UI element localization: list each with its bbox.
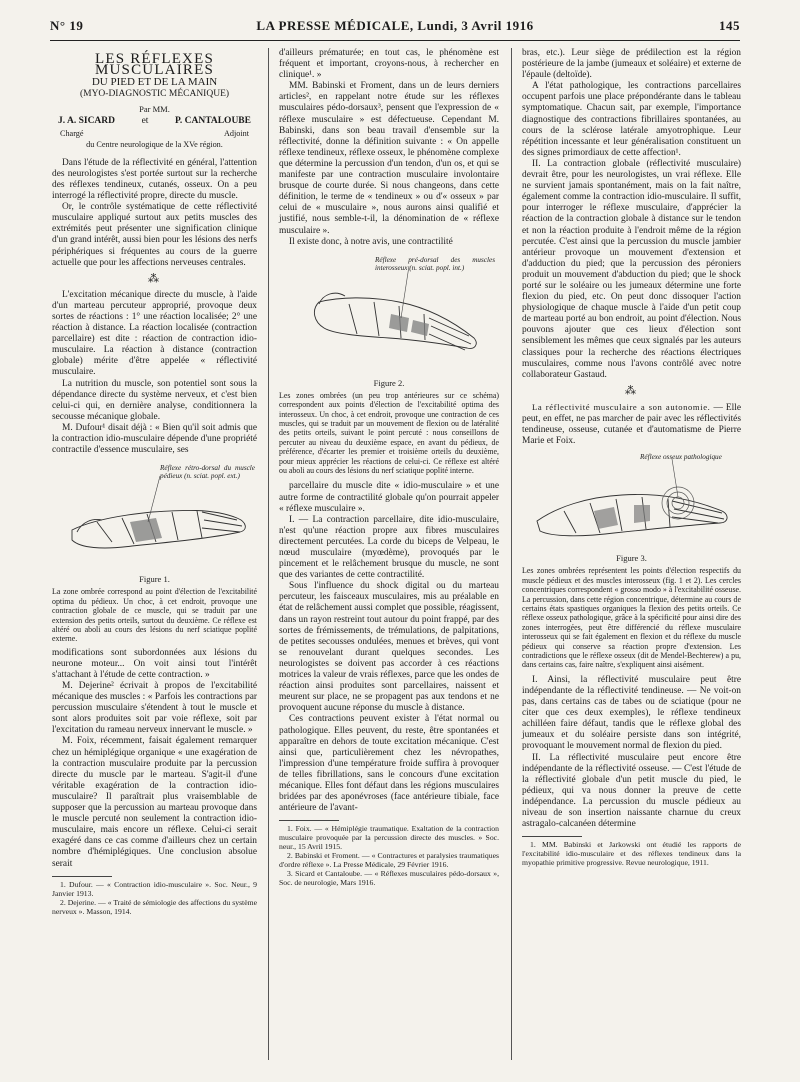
footnote: 1. MM. Babinski et Jarkowski ont étudié les rapports de l'excitabilité idio-musculaire et des réflexes tendineux dans la myopathie primitive progressive. Revue neurologique, 1911.: [522, 840, 741, 868]
figure-3-title: Figure 3.: [616, 553, 647, 564]
paragraph: bras, etc.). Leur siège de prédilection est la région postérieure de la jambe (jumeaux et soléaire) et externe de l'épaule (deltoïde).: [522, 48, 741, 81]
article-title: LES RÉFLEXES MUSCULAIRES: [94, 51, 215, 79]
paragraph: modifications sont subordonnées aux lésions du neurone moteur... On voit ainsi tout l'intérêt s'attachant à l'étude de cette contraction. »: [52, 647, 257, 680]
figure-3-label: Réflexe osseux pathologique: [640, 453, 722, 462]
paragraph: M. Foix, récemment, faisait également remarquer chez un hémiplégique organique « une exagération de la contraction musculaire produite par la percussion directe du muscle par le marteau. S'agit-il d'une véritable exagération de la contraction idio-musculaire? Il paraîtrait plus vraisemblable de supposer que la percussion au marteau provoque dans le muscle percuté non seulement la contraction idio-musculaire, mais encore un réflexe. Celui-ci serait exagéré dans ce cas comme d'ailleurs chez un certain nombre d'hémiplégiques. Une conclusion absolue serait: [52, 736, 257, 869]
author-roles: [60, 128, 249, 139]
byline: Par MM.: [139, 104, 170, 115]
figure-2-caption: Les zones ombrées (un peu trop antérieures sur ce schéma) correspondent aux points d'élection de l'excitabilité optima des interosseux. Un choc, à cet endroit, provoque une contraction de ces muscles, qui se traduit par un mouvement de flexion ou de latéralité des petits orteils, suivant le point percuté : nous conseillons de percuter au niveau du deuxième espace, en avant du pédieux, de préférence, d'écarter les premier et troisième orteils du deuxième, pour mieux apprécier les réactions de celui-ci. Ce réflexe est altéré ou aboli au cours des lésions du nerf sciatique poplité interne.: [279, 390, 499, 476]
page-number: 145: [719, 18, 740, 33]
figure-1-label: Réflexe rétro-dorsal du muscle pédieux (n. sciat. popl. ext.): [160, 464, 255, 481]
journal-title: LA PRESSE MÉDICALE, Lundi, 3 Avril 1916: [256, 18, 534, 33]
paragraph: II. La contraction globale (réflectivité musculaire) devrait être, pour les neurologistes, un vrai réflexe. Elle ne survient jamais spontanément, mais on la fait naître, également comme la contraction idio-musculaire. Il suffit, pour interroger le réflexe musculaire, d'apprécier la réaction de la contraction globale à distance sur le tendon et non la réaction produite à l'endroit même de la région percutée. C'est ainsi que la percussion du muscle jambier antérieur provoque un mouvement d'extension et d'adduction du pied; que la percussion des péroniers produit un mouvement d'abduction du pied; que le shock porté sur le soléaire ou les jumeaux détermine une forte flexion du pied, etc. On peut donc dissoquer l'action physiologique de chaque muscle à l'aide d'un petit coup de marteau porté au bon endroit, au point d'élection. Nous pouvons ajouter que ces lieux d'élection sont sensiblement les mêmes que ceux signalés par les auteurs classiques pour la recherche des réactions électriques musculaires, comme nous l'avons contrôlé avec notre collaborateur Gastaud.: [522, 158, 741, 380]
paragraph: L'excitation mécanique directe du muscle, à l'aide d'un marteau percuteur approprié, provoque deux sortes de réactions : 1° une réaction localisée; 2° une réaction à distance. La réaction localisée (contraction parcellaire) est dite : réaction de contraction idio-musculaire. La réaction à distance (contraction globale) mérite d'être appelée « réflectivité musculaire.: [52, 289, 257, 378]
header-rule: [50, 40, 740, 41]
figure-2-label: Réflexe pré-dorsal des muscles interosseux (n. sciat. popl. int.): [375, 255, 495, 272]
paragraph: MM. Babinski et Froment, dans un de leurs derniers articles², en rappelant notre étude sur les réflexes musculaires pédo-dorsaux³, pensent que l'expression de « réflexe musculaire » est défectueuse. Cependant M. Babinski, dans son beau travail d'ensemble sur la réflectivité, donne la définition suivante : « On appelle réflexe tendineux, réflexe osseux, le phénomène complexe que détermine la percussion d'un tendon, d'un os, et qui se manifeste par une contraction musculaire involontaire brusque de courte durée. Si nous changeons, dans cette définition, le terme de « tendineux » ou d'« osseux » par celui de « musculaire », nous aurons ainsi qualifié et justifié, nous semble-t-il, la dénomination de « réflexe musculaire ».: [279, 81, 499, 236]
paragraph: Il existe donc, à notre avis, une contractilité: [289, 236, 453, 247]
paragraph-text: — Elle peut, en effet, ne pas marcher de pair avec les réflectivités tendineuse, osseuse, cutanée et d'automatisme de Pierre Marie et Foix.: [522, 402, 741, 447]
paragraph: [522, 402, 741, 447]
authors: [58, 116, 251, 127]
column-1: [52, 48, 257, 916]
author-and: et: [141, 116, 149, 127]
article-subtitle: DU PIED ET DE LA MAIN: [91, 76, 218, 89]
column-3: [522, 48, 741, 867]
paragraph: Ces contractions peuvent exister à l'état normal ou pathologique. Elles peuvent, du reste, être spontanées et apparaître en dehors de toute excitation mécanique. C'est ainsi que, particulièrement chez les névropathes, l'impression d'une température froide suffira à provoquer de telles fibrillations, sans le concours d'une excitation mécanique. Elles font défaut dans les régions musculaires bridées par des aponévroses (face antérieure tibiale, face antérieure de l'avant-: [279, 714, 499, 814]
footnote: 2. Babinski et Froment. — « Contractures et paralysies traumatiques d'ordre réflexe ». La Presse Médicale, 29 Février 1916.: [279, 851, 499, 870]
figure-2: [279, 252, 499, 374]
role-2: Adjoint: [223, 128, 249, 138]
paragraph: I. — La contraction parcellaire, dite idio-musculaire, n'est qu'une réaction propre aux fibres musculaires directement percutées. La corde du biceps de Velpeau, le nœud musculaire (myœdème), provoqués par le pincement et le relâchement brusque du muscle, ne sont que des variantes de cette contractilité.: [279, 514, 499, 581]
paragraph: La nutrition du muscle, son potentiel sont sous la dépendance directe du système nerveux, et c'est bien celui-ci qui, en dernière analyse, conditionnera la secousse mécanique globale.: [52, 378, 257, 422]
section-break: ⁂: [625, 384, 638, 397]
footnote: 1. Dufour. — « Contraction idio-musculaire ». Soc. Neur., 9 Janvier 1913.: [52, 879, 257, 898]
footnote-rule: [279, 820, 339, 821]
figure-1: [52, 460, 257, 570]
author-1: J. A. SICARD: [58, 116, 116, 127]
page-header: [50, 18, 740, 40]
figure-1-title: Figure 1.: [139, 574, 170, 585]
paragraph: M. Dufour¹ disait déjà : « Bien qu'il soit admis que la contraction idio-musculaire dépende d'une propriété contractile d'essence musculaire, ses: [52, 422, 257, 456]
paragraph: I. Ainsi, la réflectivité musculaire peut être indépendante de la réflectivité tendineuse. — Ne voit-on pas, dans certains cas de tabes ou de sciatique (pour ne citer que ces deux exemples), le réflexe tendineux achilléen faire défaut, tandis que le réflexe global des jumeaux et du soléaire persiste dans son intégrité, provoquant le mouvement normal de flexion du pied.: [522, 674, 741, 752]
column-divider: [268, 48, 269, 1060]
column-2: [279, 48, 499, 887]
section-break: ⁂: [148, 272, 161, 285]
figure-2-title: Figure 2.: [373, 377, 405, 388]
figure-3-caption: Les zones ombrées représentent les points d'élection respectifs du muscle pédieux et des muscles interosseux (fig. 1 et 2). Les cercles concentriques correspondent « grosso modo » à l'excitabilité osseuse. La percussion, dans cette région concentrique, détermine au cours de certains états spastiques organiques la flexion des petits orteils. Ce réflexe osseux pathologique, grâce à la spécificité pour ainsi dire des zones interrogées, peut être différencié du réflexe musculaire interosseux qui se fait également en flexion et du réflexe du muscle pédieux qui conserve sa réaction propre d'extension. Les contradictions que le réflexe osseux (dit de Mendel-Bechterew) a pu, dans certains cas, faire naître, s'expliquent ainsi aisément.: [522, 566, 742, 670]
figure-1-caption: La zone ombrée correspond au point d'élection de l'excitabilité optima du pédieux. Un choc, à cet endroit, provoque une contraction globale de ce muscle, qui se traduit par une extension des petits orteils, surtout du deuxième. Ce réflexe est altéré ou aboli au cours des lésions du nerf sciatique poplité externe.: [52, 587, 257, 644]
footnote-rule: [522, 836, 582, 837]
footnote: 2. Dejerine. — « Traité de sémiologie des affections du système nerveux ». Masson, 1914.: [52, 897, 257, 916]
article-subtitle-2: (MYO-DIAGNOSTIC MÉCANIQUE): [79, 89, 230, 100]
paragraph: A l'état pathologique, les contractions parcellaires occupent parfois une place prépondérante dans le tableau symptomatique. Chacun sait, par exemple, l'importance diagnostique des contractions fibrillaires spontanées, au cours de la sclérose latérale amyotrophique. Leur répétition incessante et leur généralisation constituent un des signes primordiaux de cette affection¹.: [522, 81, 741, 158]
paragraph: II. La réflectivité musculaire peut encore être indépendante de la réflectivité osseuse. — C'est l'étude de la réflectivité globale d'un petit muscle du pied, le pédieux, qui va nous donner la preuve de cette indépendance. La percussion du muscle pédieux au niveau de son insertion naissante charnue du creux astragalo-calcanéen détermine: [522, 752, 741, 830]
foot-illustration-3: [522, 451, 741, 549]
paragraph: M. Dejerine² écrivait à propos de l'excitabilité mécanique des muscles : « Parfois les contractions par percussion musculaire s'étendent à tout le muscle et sont alors produites soit par voie réflexe, soit par l'excitation du rameau nerveux innervant le muscle. »: [52, 681, 257, 736]
paragraph: Sous l'influence du shock digital ou du marteau percuteur, les faisceaux musculaires, mis au préalable en état de relâchement aussi complet que possible, réagissent, dans un rayon restreint tout autour du point frappé, par des sortes de frémissements, de trémulations, de palpitations, de petites secousses ondulées, menues et brèves, qui vont se renouvelant durant quelques secondes. Les neurologistes se doivent pas accorder à ces réactions motrices la valeur de vrais réflexes, parce que les ondes de réaction ainsi produites sont parcellaires, naissent et meurent sur place, ne se propagent pas aux tendons et ne provoquent aucune réponse du muscle à distance.: [279, 581, 499, 714]
role-1: Chargé: [60, 128, 84, 138]
footnote: 1. Foix. — « Hémiplégie traumatique. Exaltation de la contraction musculaire provoquée par la percussion directe des muscles. » Soc. neur., 15 Avril 1915.: [279, 824, 499, 852]
paragraph: Or, le contrôle systématique de cette réflectivité musculaire appliqué surtout aux petits muscles des extrémités peut présenter une signification clinique d'un grand intérêt, aussi bien pour les lésions des nerfs périphériques si fréquentes au cours de la guerre actuelle que pour les affections nerveuses centrales.: [52, 202, 257, 268]
section-heading: La réflectivité musculaire a son autonomie.: [532, 401, 711, 412]
affiliation: du Centre neurologique de la XVe région.: [86, 139, 223, 149]
figure-3: [522, 451, 741, 549]
paragraph: d'ailleurs prématurée; en tout cas, le phénomène est fréquent et important, croyons-nous, à rechercher en clinique¹. »: [279, 48, 499, 81]
author-2: P. CANTALOUBE: [174, 116, 251, 127]
issue-number: N° 19: [50, 18, 84, 33]
paragraph: Dans l'étude de la réflectivité en général, l'attention des neurologistes s'est portée surtout sur la recherche des réflexes tendineux, cutanés, osseux. On a peu interrogé la réflectivité propre, directe du muscle.: [52, 157, 257, 202]
footnote-rule: [52, 876, 112, 877]
column-divider: [511, 48, 512, 1060]
paragraph: parcellaire du muscle dite « idio-musculaire » et une autre forme de contractilité globale qu'on pourrait appeler « réflexe musculaire ».: [279, 481, 499, 514]
footnote: 3. Sicard et Cantaloube. — « Réflexes musculaires pédo-dorsaux », Soc. de neurologie, Mars 1916.: [279, 869, 499, 888]
